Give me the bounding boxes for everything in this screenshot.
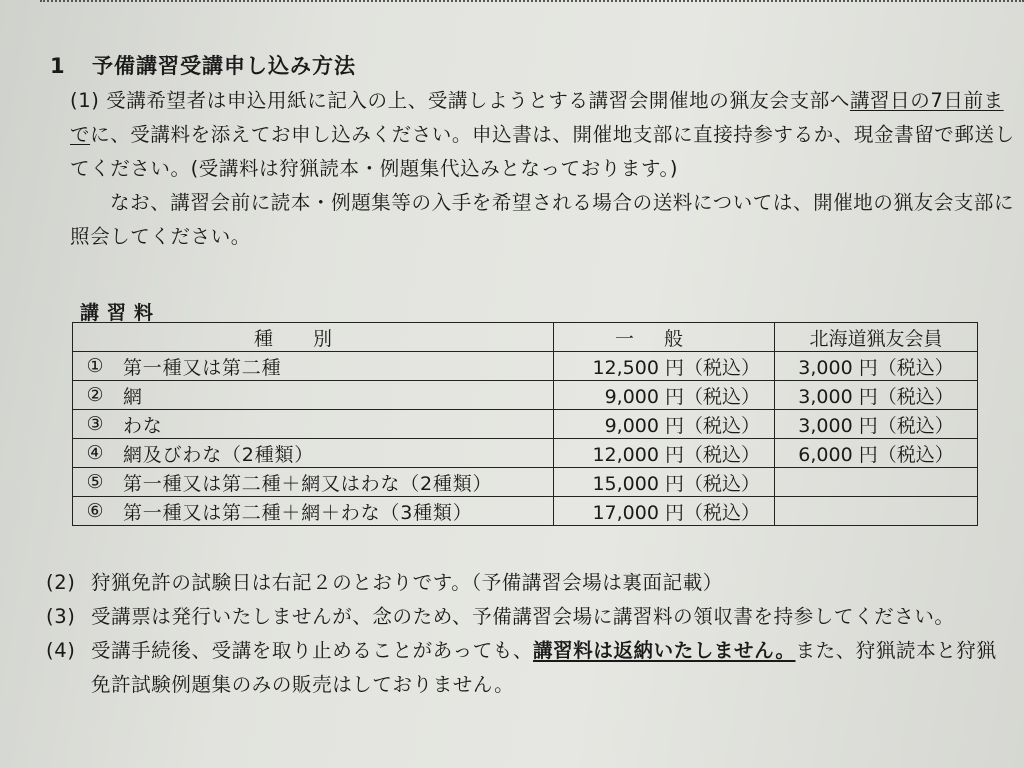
row-mark: ③ [73,410,118,439]
table-row [73,439,978,468]
row-name: 網 [117,381,554,410]
paragraph-1 [70,84,1020,254]
note-item [46,600,1016,634]
fee-table-header-row [73,323,978,352]
table-row [73,468,978,497]
section-heading [50,50,356,80]
row-member-fee [775,468,978,497]
row-name: 第一種又は第二種 [117,352,554,381]
row-mark: ⑤ [73,468,118,497]
fee-table-title: 講習料 [80,302,162,324]
row-general-fee: 12,500 円（税込） [554,352,775,381]
note-text [91,634,1016,702]
row-member-fee: 3,000 円（税込） [775,381,978,410]
row-general-fee: 12,000 円（税込） [554,439,775,468]
top-dotted-border [40,0,1024,2]
row-mark: ⑥ [73,497,118,526]
header-category: 種別 [73,323,554,352]
note-label: (4) [46,639,76,662]
section-title: 予備講習受講申し込み方法 [92,54,356,78]
row-member-fee: 6,000 円（税込） [775,439,978,468]
paragraph-1-text-a: 受講希望者は申込用紙に記入の上、受講しようとする講習会開催地の猟友会支部へ [106,89,850,112]
row-name: 網及びわな（2種類） [117,439,554,468]
note-no-refund: 講習料は返納いたしません。 [533,639,796,662]
row-general-fee: 15,000 円（税込） [554,468,775,497]
note-text-b: また、狩猟読本と狩猟免許試験例題集のみの販売はしておりません。 [91,639,997,696]
note-label: (2) [46,571,76,594]
fee-table [72,322,978,526]
row-mark: ④ [73,439,118,468]
row-name: 第一種又は第二種＋網又はわな（2種類） [117,468,554,497]
table-row [73,381,978,410]
row-general-fee: 9,000 円（税込） [554,381,775,410]
header-member: 北海道猟友会員 [775,323,978,352]
row-member-fee: 3,000 円（税込） [775,352,978,381]
document-page [46,50,1020,765]
paragraph-1-deadline: 講習日の7日前まで [70,89,1004,146]
note-text: 狩猟免許の試験日は右記２のとおりです。（予備講習会場は裏面記載） [91,571,723,594]
header-general: 一般 [554,323,775,352]
paragraph-1-label: (1) [70,89,100,112]
row-general-fee: 17,000 円（税込） [554,497,775,526]
table-row [73,497,978,526]
table-row [73,352,978,381]
row-mark: ② [73,381,118,410]
note-item [46,566,1016,600]
note-text-a: 受講手続後、受講を取り止めることがあっても、 [91,639,534,662]
note-text: 受講票は発行いたしませんが、念のため、予備講習会場に講習料の領収書を持参してください。 [91,605,955,628]
row-name: わな [117,410,554,439]
row-mark: ① [73,352,118,381]
row-member-fee: 3,000 円（税込） [775,410,978,439]
paragraph-1-text-b: に、受講料を添えてお申し込みください。申込書は、開催地支部に直接持参するか、現金書留で郵送してください。(受講料は狩猟読本・例題集代込みとなっております。) [70,123,1015,180]
row-name: 第一種又は第二種＋網＋わな（3種類） [117,497,554,526]
notes-list [46,566,1016,702]
table-row [73,410,978,439]
row-general-fee: 9,000 円（税込） [554,410,775,439]
paragraph-1-text-c: なお、講習会前に読本・例題集等の入手を希望される場合の送料については、開催地の猟友会支部に照会してください。 [70,191,1015,248]
note-item [46,634,1016,702]
section-number: 1 [50,54,66,78]
note-label: (3) [46,605,76,628]
row-member-fee [775,497,978,526]
